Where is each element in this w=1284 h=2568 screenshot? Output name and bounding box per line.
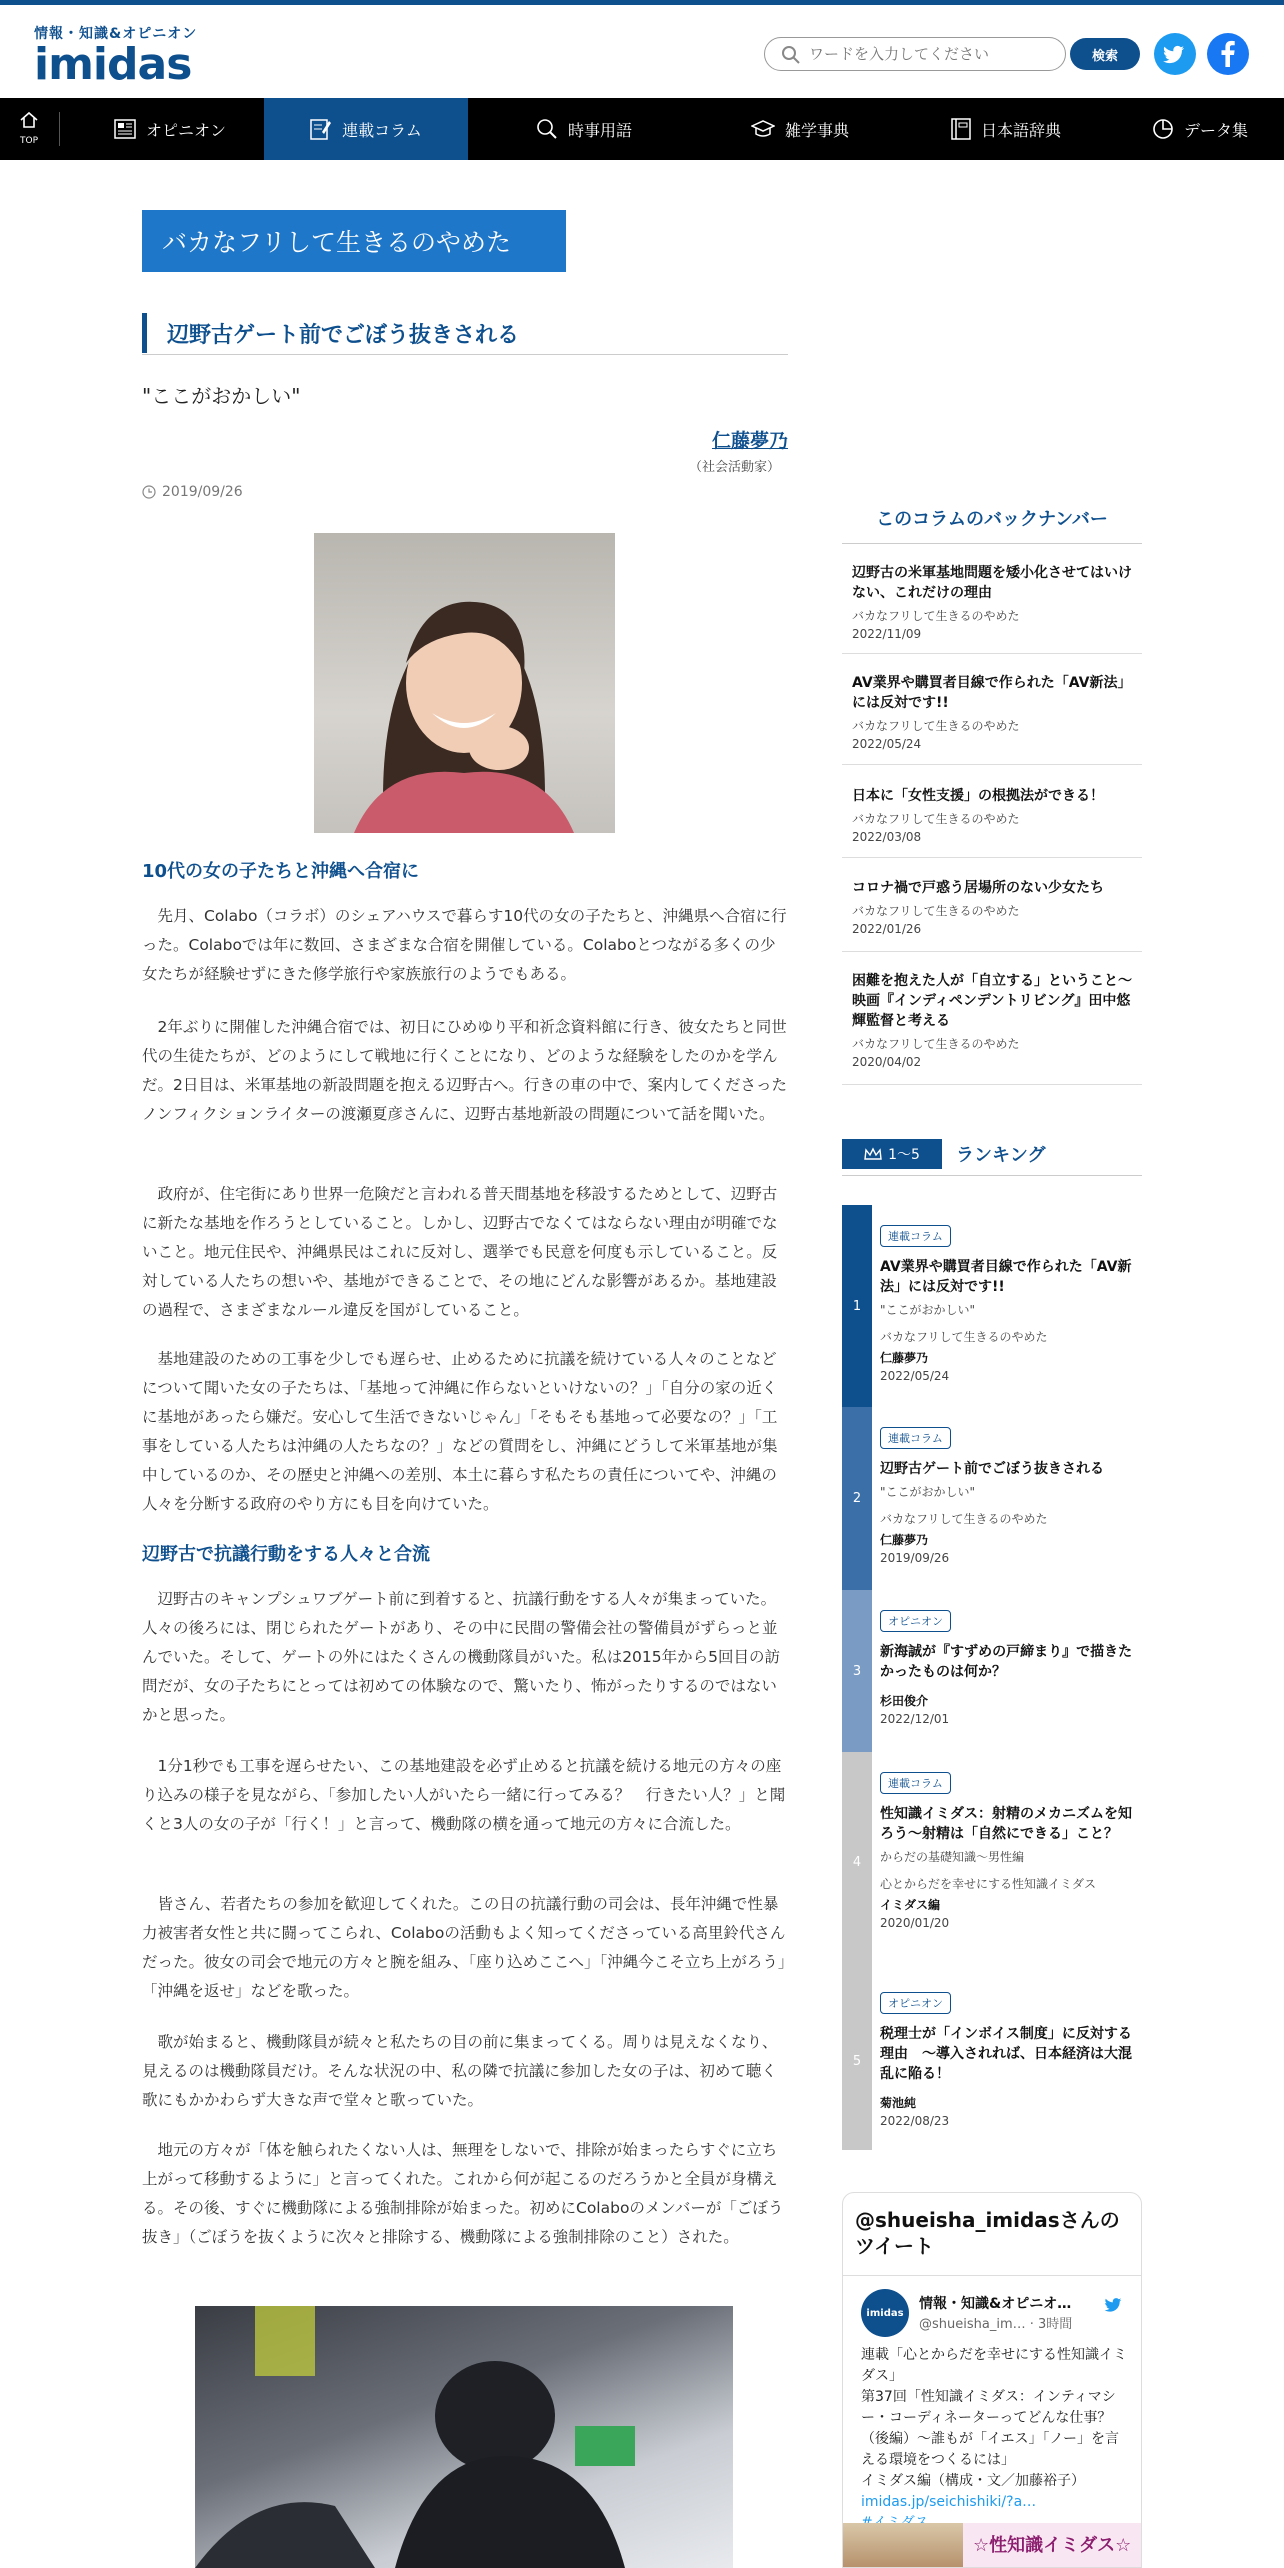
paragraph-7: 皆さん、若者たちの参加を歓迎してくれた。この日の抗議行動の司会は、長年沖縄で性暴力被害者女性と共に闘ってこられ、Colaboの活動もよく知ってくださっている高里鈴代さんだった。彼女の司会で地元の方々と腕を組み、「座り込めここへ」「沖縄今こそ立ち上がろう」「沖縄を返せ」などを歌った。 [142, 1895, 786, 2000]
backnumber-item-title: 辺野古の米軍基地問題を矮小化させてはいけない、これだけの理由 [852, 565, 1132, 601]
nav-dictionary-label: 日本語辞典 [980, 120, 1061, 140]
headline-divider [142, 354, 788, 355]
ranking-number: 4 [842, 1752, 872, 1972]
section-heading-2: 辺野古で抗議行動をする人々と合流 [142, 1544, 430, 1565]
ranking-number: 3 [842, 1590, 872, 1752]
backnumber-item-date: 2022/05/24 [852, 737, 922, 751]
nav-column-label: 連載コラム [342, 120, 422, 140]
paragraph-9: 地元の方々が「体を触られたくない人は、無理をしないで、排除が始まったらすぐに立ち上がって移動するように」と言ってくれた。これから何が起こるのだろうかと全員が身構える。その後、すぐに機動隊による強制排除が始まった。初めにColaboのメンバーが「ごぼう抜き」（ごぼうを抜くように次々と排除する、機動隊による強制排除のこと）された。 [142, 2141, 784, 2246]
ranking-number: 5 [842, 1972, 872, 2150]
search-term-icon [536, 118, 558, 140]
nav-top-button[interactable] [0, 98, 58, 160]
ranking-category-tag: オピニオン [880, 1992, 951, 2014]
twitter-widget [842, 2192, 1142, 2568]
author-role: （社会活動家） [688, 460, 780, 475]
article-headline: 辺野古ゲート前でごぼう抜きされる [142, 313, 788, 353]
nav-top-label: TOP [19, 136, 38, 146]
site-header [0, 5, 1284, 98]
ranking-item-series: バカなフリして生きるのやめた [880, 1512, 1048, 1526]
backnumber-item-series: バカなフリして生きるのやめた [852, 904, 1020, 918]
ranking-item[interactable] [842, 1752, 1142, 1972]
main-nav [0, 98, 1284, 160]
paragraph-6: 1分1秒でも工事を遅らせたい、この基地建設を必ず止めると抗議を続ける地元の方々の座り込みの様子を見ながら、「参加したい人がいたら一緒に行ってみる？ 行きたい人？」と聞くと3人の女の子が「行く！」と言って、機動隊の横を通って地元の方々に合流した。 [142, 1757, 786, 1833]
ranking-title: ランキング [956, 1145, 1046, 1166]
paragraph-2: 2年ぶりに開催した沖縄合宿では、初日にひめゆり平和祈念資料館に行き、彼女たちと同世代の生徒たちが、どのようにして戦地に行くことになり、どのような経験をしたのかを学んだ。2日目は、米軍基地の新設問題を抱える辺野古へ。行きの車の中で、案内してくださったノンフィクションライターの渡瀬夏彦さんに、辺野古基地新設の問題について話を聞いた。 [142, 1018, 788, 1123]
ranking-item-series: バカなフリして生きるのやめた [880, 1330, 1048, 1344]
protest-photo [195, 2306, 733, 2568]
twitter-icon[interactable] [1154, 33, 1196, 75]
twitter-widget-divider [843, 2275, 1142, 2276]
facebook-icon[interactable] [1207, 33, 1249, 75]
clock-icon [142, 485, 156, 499]
home-icon [19, 110, 39, 130]
ranking-item-date: 2020/01/20 [880, 1916, 950, 1930]
paragraph-1: 先月、Colabo（コラボ）のシェアハウスで暮らす10代の女の子たちと、沖縄県へ合宿に行った。Colaboでは年に数回、さまざまな合宿を開催している。Colaboとつながる多くの少女たちが経験せずにきた修学旅行や家族旅行のようでもある。 [142, 907, 787, 983]
ranking-item-author: イミダス編 [880, 1898, 941, 1912]
backnumber-separator [842, 951, 1142, 952]
ranking-item-date: 2022/05/24 [880, 1369, 950, 1383]
nav-current-terms-label: 時事用語 [567, 120, 632, 140]
tweet-media-photo [843, 2523, 963, 2568]
ranking-item-author: 仁藤夢乃 [880, 1533, 929, 1547]
backnumber-item-title: AV業界や購買者目線で作られた「AV新法」には反対です!! [852, 675, 1132, 711]
twitter-widget-heading[interactable]: @shueisha_imidasさんのツイート [855, 2208, 1120, 2258]
ranking-item-date: 2019/09/26 [880, 1551, 950, 1565]
ranking-item-author: 仁藤夢乃 [880, 1351, 929, 1365]
search-icon [781, 45, 801, 65]
backnumber-separator [842, 653, 1142, 654]
site-logo[interactable] [34, 23, 204, 90]
ranking-item-title: 辺野古ゲート前でごぼう抜きされる [880, 1461, 1104, 1477]
tweet-body: 連載「心とからだを幸せにする性知識イミダス」 第37回「性知識イミダス：インティマシー・コーディネーターってどんな仕事？（後編）～誰もが「イエス」「ノー」を言える環境をつくるには」 イミダス編（構成・文／加藤裕子） [861, 2347, 1127, 2489]
ranking-item-title: 税理士が「インボイス制度」に反対する理由 ～導入されれば、日本経済は大混乱に陥る！ [880, 2026, 1132, 2082]
article-date [142, 484, 243, 500]
paragraph-5: 辺野古のキャンプシュワブゲート前に到着すると、抗議行動をする人々が集まっていた。人々の後ろには、閉じられたゲートがあり、その中に民間の警備会社の警備員がずらっと並んでいた。そして、ゲートの外にはたくさんの機動隊員がいた。私は2015年から5回目の訪問だが、女の子たちにとっては初めての体験なので、驚いたり、怖がったりするのではないかと思った。 [142, 1590, 781, 1724]
ranking-item[interactable] [842, 1407, 1142, 1590]
backnumber-item[interactable] [852, 673, 1142, 751]
backnumber-item[interactable] [852, 563, 1142, 641]
backnumber-separator [842, 857, 1142, 858]
tweet-media-label: ☆性知識イミダス☆ [973, 2535, 1132, 2556]
ranking-category-tag: 連載コラム [880, 1427, 951, 1449]
ranking-item[interactable] [842, 1590, 1142, 1752]
twitter-bird-icon[interactable] [1103, 2295, 1123, 2315]
backnumber-separator [842, 764, 1142, 765]
article-date-text: 2019/09/26 [162, 484, 243, 500]
nav-current-terms[interactable] [484, 98, 684, 160]
ranking-category-tag: オピニオン [880, 1610, 951, 1632]
series-title[interactable]: バカなフリして生きるのやめた [142, 210, 566, 272]
backnumber-item-date: 2022/11/09 [852, 627, 922, 641]
tweet-link[interactable]: imidas.jp/seichishiki/?a… [861, 2494, 1037, 2510]
ranking-number: 1 [842, 1205, 872, 1407]
ranking-item-series: 心とからだを幸せにする性知識イミダス [880, 1877, 1097, 1891]
logo-wordmark: imidas [34, 39, 192, 90]
nav-opinion-label: オピニオン [145, 120, 226, 140]
backnumber-item-series: バカなフリして生きるのやめた [852, 719, 1020, 733]
backnumber-item[interactable] [852, 971, 1142, 1069]
backnumber-item-title: 日本に「女性支援」の根拠法ができる！ [852, 788, 1104, 804]
ranking-item-author: 菊池純 [880, 2096, 917, 2110]
ranking-divider [842, 1175, 1142, 1176]
backnumber-item-date: 2022/03/08 [852, 830, 922, 844]
nav-data-label: データ集 [1183, 120, 1248, 140]
ranking-category-tag: 連載コラム [880, 1225, 951, 1247]
ranking-item[interactable] [842, 1972, 1142, 2150]
ranking-item-subtitle: からだの基礎知識～男性編 [880, 1850, 1025, 1864]
nav-column[interactable] [264, 98, 468, 160]
author-portrait [314, 533, 615, 833]
search-box [764, 37, 1066, 71]
backnumber-item-series: バカなフリして生きるのやめた [852, 1037, 1020, 1051]
graduation-cap-icon [751, 119, 775, 139]
tweet-author-handle[interactable]: @shueisha_im… · 3時間 [919, 2317, 1073, 2332]
paragraph-4: 基地建設のための工事を少しでも遅らせ、止めるために抗議を続けている人々のことなどについて聞いた女の子たちは、「基地って沖縄に作らないといけないの？」「自分の家の近くに基地があったら嫌だ。安心して生活できないじゃん」「そもそも基地って必要なの？」「工事をしている人たちは沖縄の人たちなの？」などの質問をし、沖縄にどうして米軍基地が集中しているのか、その歴史と沖縄への差別、本土に暮らす私たちの責任についてや、沖縄の人々を分断する政府のやり方にも目を向けていた。 [142, 1350, 778, 1513]
tweet-media[interactable] [843, 2523, 1142, 2568]
backnumber-item-date: 2022/01/26 [852, 922, 922, 936]
search-button[interactable]: 検索 [1070, 38, 1140, 70]
ranking-item-date: 2022/12/01 [880, 1712, 950, 1726]
paragraph-8: 歌が始まると、機動隊員が続々と私たちの目の前に集まってくる。周りは見えなくなり、見えるのは機動隊員だけ。そんな状況の中、私の隣で抗議に参加した女の子は、初めて聴く歌にもかかわらず大きな声で堂々と歌っていた。 [142, 2033, 778, 2109]
ranking-item-date: 2022/08/23 [880, 2114, 950, 2128]
backnumber-item-title: 困難を抱えた人が「自立する」ということ～映画『インディペンデントリビング』田中悠輝監督と考える [852, 973, 1132, 1029]
backnumber-divider [842, 543, 1142, 544]
backnumber-title: このコラムのバックナンバー [876, 509, 1108, 530]
opinion-icon [114, 119, 136, 139]
nav-trivia[interactable] [700, 98, 900, 160]
nav-data[interactable] [1116, 98, 1284, 160]
section-heading-1: 10代の女の子たちと沖縄へ合宿に [142, 861, 420, 882]
nav-dictionary[interactable] [906, 98, 1106, 160]
tweet-text [861, 2345, 1131, 2534]
avatar[interactable]: imidas [861, 2289, 909, 2337]
ranking-number: 2 [842, 1407, 872, 1590]
ranking-item-title: 性知識イミダス：射精のメカニズムを知ろう～射精は「自然にできる」こと？ [880, 1806, 1132, 1842]
backnumber-item[interactable] [852, 786, 1142, 844]
backnumber-item-date: 2020/04/02 [852, 1055, 922, 1069]
backnumber-item-series: バカなフリして生きるのやめた [852, 812, 1020, 826]
backnumber-item-title: コロナ禍で戸惑う居場所のない少女たち [852, 880, 1104, 896]
ranking-item[interactable] [842, 1205, 1142, 1407]
ranking-item-title: AV業界や購買者目線で作られた「AV新法」には反対です!! [880, 1259, 1132, 1295]
nav-trivia-label: 雑学事典 [784, 120, 849, 140]
ranking-category-tag: 連載コラム [880, 1772, 951, 1794]
backnumber-item-series: バカなフリして生きるのやめた [852, 609, 1020, 623]
ranking-range-badge[interactable] [842, 1139, 942, 1169]
ranking-item-author: 杉田俊介 [880, 1694, 929, 1708]
tweet-author-name[interactable]: 情報・知識&オピニオ… [919, 2296, 1072, 2312]
search-input[interactable] [809, 42, 1049, 66]
logo-tagline: 情報・知識&オピニオン [34, 26, 198, 42]
ranking-item-subtitle: "ここがおかしい" [880, 1485, 976, 1499]
article-subtitle: "ここがおかしい" [142, 384, 301, 408]
nav-opinion[interactable] [90, 98, 250, 160]
dictionary-icon [951, 118, 971, 140]
pie-chart-icon [1152, 118, 1174, 140]
author-link[interactable]: 仁藤夢乃 [711, 430, 788, 452]
backnumber-separator [842, 1084, 1142, 1085]
column-icon [310, 118, 332, 140]
ranking-item-subtitle: "ここがおかしい" [880, 1303, 976, 1317]
crown-icon [864, 1147, 882, 1161]
paragraph-3: 政府が、住宅街にあり世界一危険だと言われる普天間基地を移設するためとして、辺野古に新たな基地を作ろうとしていること。しかし、辺野古でなくてはならない理由が明確でないこと。地元住民や、沖縄県民はこれに反対し、選挙でも民意を何度も示していること。反対している人たちの想いや、基地ができることで、その地にどんな影響があるか。基地建設の過程で、さまざまなルール違反を国がしていること。 [142, 1185, 778, 1319]
nav-divider [59, 112, 60, 146]
backnumber-item[interactable] [852, 878, 1142, 936]
ranking-item-title: 新海誠が『すずめの戸締まり』で描きたかったものは何か？ [880, 1644, 1133, 1680]
ranking-range-label: 1～5 [888, 1147, 920, 1163]
